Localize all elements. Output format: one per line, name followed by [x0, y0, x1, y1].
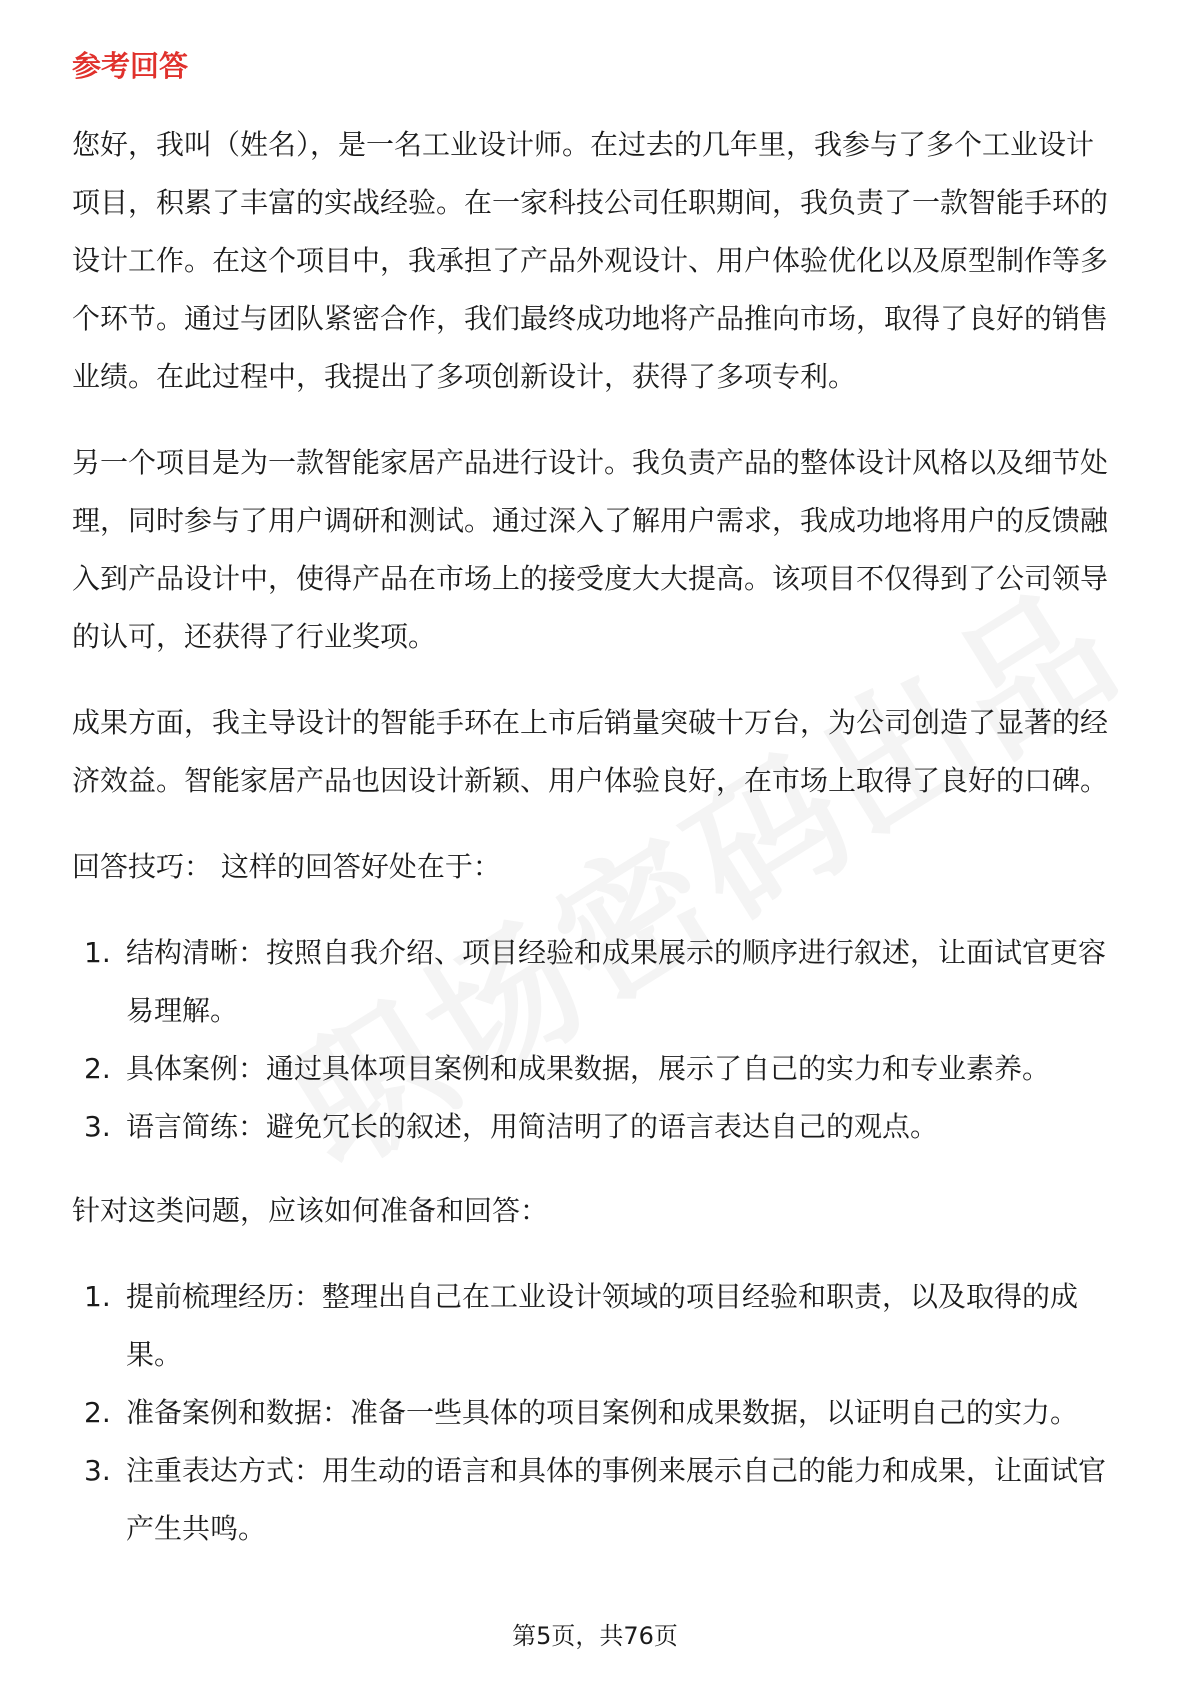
section-heading: 参考回答	[72, 49, 189, 83]
prep-list	[72, 1268, 1118, 1558]
list-item: 3. 语言简练：避免冗长的叙述，用简洁明了的语言表达自己的观点。	[84, 1110, 939, 1143]
document-body	[72, 46, 1118, 1584]
page-number: 第5页，共76页	[512, 1622, 678, 1650]
list-item: 1. 提前梳理经历：整理出自己在工业设计领域的项目经验和职责，以及取得的成果。	[84, 1280, 1079, 1371]
list-item: 1. 结构清晰：按照自我介绍、项目经验和成果展示的顺序进行叙述，让面试官更容易理解。	[84, 936, 1107, 1027]
list-item: 2. 具体案例：通过具体项目案例和成果数据，展示了自己的实力和专业素养。	[84, 1052, 1051, 1085]
tips-intro: 回答技巧： 这样的回答好处在于：	[72, 850, 501, 883]
list-item: 2. 准备案例和数据：准备一些具体的项目案例和成果数据，以证明自己的实力。	[84, 1396, 1079, 1429]
tips-list	[72, 924, 1118, 1156]
paragraph-2: 另一个项目是为一款智能家居产品进行设计。我负责产品的整体设计风格以及细节处理，同时参与了用户调研和测试。通过深入了解用户需求，我成功地将用户的反馈融入到产品设计中，使得产品在市场上的接受度大大提高。该项目不仅得到了公司领导的认可，还获得了行业奖项。	[72, 446, 1109, 653]
paragraph-3: 成果方面，我主导设计的智能手环在上市后销量突破十万台，为公司创造了显著的经济效益。智能家居产品也因设计新颖、用户体验良好，在市场上取得了良好的口碑。	[72, 706, 1109, 797]
list-item: 3. 注重表达方式：用生动的语言和具体的事例来展示自己的能力和成果，让面试官产生共鸣。	[84, 1454, 1107, 1545]
paragraph-1: 您好，我叫（姓名），是一名工业设计师。在过去的几年里，我参与了多个工业设计项目，积累了丰富的实战经验。在一家科技公司任职期间，我负责了一款智能手环的设计工作。在这个项目中，我承担了产品外观设计、用户体验优化以及原型制作等多个环节。通过与团队紧密合作，我们最终成功地将产品推向市场，取得了良好的销售业绩。在此过程中，我提出了多项创新设计，获得了多项专利。	[72, 128, 1109, 393]
prep-intro: 针对这类问题，应该如何准备和回答：	[72, 1194, 549, 1227]
